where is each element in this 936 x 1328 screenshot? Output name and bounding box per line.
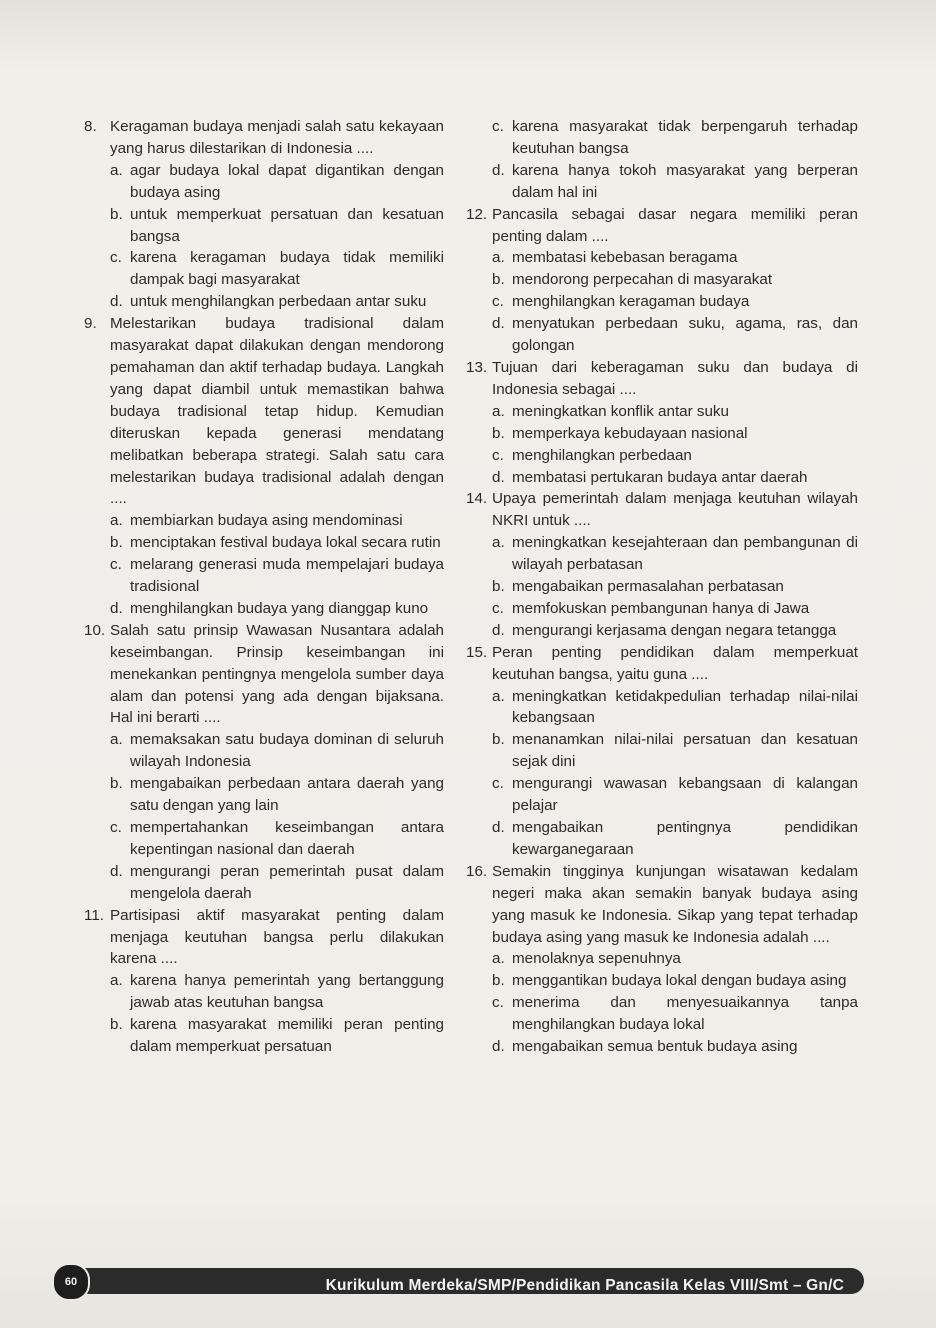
answer-option [466,467,858,489]
answer-option [84,817,444,861]
option-letter: b. [492,578,505,596]
option-letter: b. [492,271,505,289]
question-number: 9. [84,315,97,333]
answer-option [466,773,858,817]
option-text: melarang generasi muda mempelajari budaya tradisional [130,556,444,596]
answer-option [466,948,858,970]
question-10 [84,620,444,905]
question-text: Semakin tingginya kunjungan wisatawan kedalam negeri maka akan semakin banyak budaya asing yang masuk ke Indonesia. Sikap yang tepat terhadap budaya asing yang masuk ke Indonesia adalah .... [492,862,858,946]
option-letter: d. [492,468,505,486]
option-text: menanamkan nilai-nilai persatuan dan kesatuan sejak dini [512,731,858,771]
answer-option [84,204,444,248]
question-11 [84,905,444,1058]
answer-option [84,773,444,817]
footer-bar [62,1268,864,1294]
question-number: 15. [466,643,488,661]
option-text: karena hanya pemerintah yang bertanggung jawab atas keutuhan bangsa [130,972,444,1012]
option-text: memperkaya kebudayaan nasional [512,424,748,442]
answer-option [466,269,858,291]
question-stem [84,116,444,160]
option-text: mengurangi wawasan kebangsaan di kalangan pelajar [512,775,858,815]
answer-option [84,510,444,532]
option-letter: c. [492,118,504,135]
question-stem [84,620,444,730]
answer-option [466,598,858,620]
option-text: membatasi pertukaran budaya antar daerah [512,468,808,486]
option-letter: c. [110,819,122,836]
question-text: Upaya pemerintah dalam menjaga keutuhan wilayah NKRI untuk .... [492,490,858,530]
option-letter: a. [492,249,505,267]
question-13 [466,357,858,488]
answer-option [84,970,444,1014]
option-text: menyatukan perbedaan suku, agama, ras, dan golongan [512,315,858,355]
option-letter: b. [492,972,505,990]
question-text: Salah satu prinsip Wawasan Nusantara adalah keseimbangan. Prinsip keseimbangan ini menekankan pentingnya mengelola sumber daya alam dan potensi yang ada dengan bijaksana. Hal ini berarti .... [110,621,444,727]
option-text: menggantikan budaya lokal dengan budaya asing [512,972,847,990]
option-text: meningkatkan kesejahteraan dan pembangunan di wilayah perbatasan [512,534,858,574]
question-14 [466,488,858,641]
option-letter: a. [492,950,505,968]
question-8 [84,116,444,313]
answer-option [84,247,444,291]
option-text: mengabaikan pentingnya pendidikan kewarganegaraan [512,819,858,858]
answer-option [466,532,858,576]
option-letter: b. [110,775,123,793]
option-text: mengabaikan semua bentuk budaya asing [512,1038,798,1056]
question-stem [466,642,858,686]
answer-option [466,445,858,467]
question-stem [466,488,858,532]
option-text: untuk menghilangkan perbedaan antar suku [130,293,427,311]
option-letter: d. [110,293,123,311]
option-text: memaksakan satu budaya dominan di seluruh wilayah Indonesia [130,731,444,771]
option-letter: c. [110,249,122,267]
option-letter: c. [492,446,504,464]
question-text: Pancasila sebagai dasar negara memiliki peran penting dalam .... [492,205,858,245]
answer-option [84,532,444,554]
question-continued [466,116,858,204]
option-text: meningkatkan konflik antar suku [512,402,729,420]
option-text: agar budaya lokal dapat digantikan dengan budaya asing [130,161,444,201]
answer-option [466,423,858,445]
answer-option [466,247,858,269]
answer-option [466,817,858,861]
answer-option [466,313,858,357]
answer-option [84,1014,444,1058]
option-letter: d. [492,819,505,836]
option-letter: b. [110,1016,123,1034]
option-text: membatasi kebebasan beragama [512,249,738,267]
option-letter: c. [492,775,504,793]
option-letter: b. [492,424,505,442]
option-text: untuk memperkuat persatuan dan kesatuan bangsa [130,205,444,245]
question-stem [84,313,444,510]
question-text: Tujuan dari keberagaman suku dan budaya di Indonesia sebagai .... [492,358,858,398]
question-text: Peran penting pendidikan dalam memperkuat keutuhan bangsa, yaitu guna .... [492,643,858,683]
option-letter: c. [492,293,504,311]
option-letter: b. [110,205,123,223]
option-letter: c. [110,556,122,574]
answer-option [84,729,444,773]
question-stem [466,357,858,401]
answer-option [466,686,858,730]
option-text: menghilangkan budaya yang dianggap kuno [130,599,429,617]
option-text: mendorong perpecahan di masyarakat [512,271,773,289]
option-letter: a. [492,402,505,420]
answer-option [84,861,444,905]
option-letter: d. [110,862,123,880]
option-text: karena keragaman budaya tidak memiliki dampak bagi masyarakat [130,249,444,289]
left-column [84,116,444,1058]
option-text: mengabaikan perbedaan antara daerah yang satu dengan yang lain [130,775,444,815]
question-stem [466,204,858,248]
option-text: mengabaikan permasalahan perbatasan [512,578,784,596]
answer-option [466,116,858,160]
option-text: menerima dan menyesuaikannya tanpa menghilangkan budaya lokal [512,994,858,1034]
question-16 [466,861,858,1058]
answer-option [466,291,858,313]
question-text: Partisipasi aktif masyarakat penting dalam menjaga keutuhan bangsa perlu dilakukan karena .... [110,906,444,968]
option-letter: b. [110,534,123,552]
option-letter: d. [492,1038,505,1056]
right-column [466,116,858,1058]
question-number: 14. [466,490,488,508]
answer-option [466,160,858,204]
option-letter: d. [492,161,505,179]
question-text: Melestarikan budaya tradisional dalam masyarakat dapat dilakukan dengan mendorong pemahaman dan aktif terhadap budaya. Langkah yang dapat diambil untuk memastikan bahwa budaya tradisional tetap hidup. Kemudian diteruskan kepada generasi mendatang melibatkan beberapa strategi. Salah satu cara melestarikan budaya tradisional adalah dengan .... [110,315,444,508]
option-text: karena masyarakat tidak berpengaruh terhadap keutuhan bangsa [512,118,858,157]
option-letter: d. [492,315,505,333]
option-text: menghilangkan perbedaan [512,446,692,464]
answer-option [84,554,444,598]
question-number: 16. [466,862,488,880]
question-15 [466,642,858,861]
answer-option [466,970,858,992]
footer-title: Kurikulum Merdeka/SMP/Pendidikan Pancasila Kelas VIII/Smt – Gn/C [325,1277,844,1294]
question-text: Keragaman budaya menjadi salah satu kekayaan yang harus dilestarikan di Indonesia .... [110,118,444,157]
option-text: mengurangi peran pemerintah pusat dalam mengelola daerah [130,862,444,902]
question-12 [466,204,858,357]
question-number: 11. [84,906,104,924]
option-text: menciptakan festival budaya lokal secara rutin [130,534,441,552]
answer-option [466,992,858,1036]
question-stem [84,905,444,971]
question-9 [84,313,444,620]
question-stem [466,861,858,949]
option-letter: a. [110,512,123,530]
option-text: menghilangkan keragaman budaya [512,293,750,311]
option-letter: a. [492,687,505,705]
answer-option [466,1036,858,1058]
page-number: 60 [52,1263,90,1301]
option-letter: c. [492,994,504,1012]
page-footer [52,1263,864,1295]
option-text: mengurangi kerjasama dengan negara tetangga [512,621,837,639]
option-letter: b. [492,731,505,749]
answer-option [84,291,444,313]
question-number: 13. [466,358,488,376]
option-text: karena masyarakat memiliki peran penting dalam memperkuat persatuan [130,1016,444,1056]
answer-option [466,620,858,642]
option-text: memfokuskan pembangunan hanya di Jawa [512,599,810,617]
option-letter: c. [492,599,504,617]
option-letter: d. [492,621,505,639]
option-text: mempertahankan keseimbangan antara kepentingan nasional dan daerah [130,819,444,858]
answer-option [466,401,858,423]
answer-option [466,729,858,773]
option-letter: a. [492,534,505,552]
option-letter: a. [110,731,123,749]
answer-option [84,160,444,204]
option-text: membiarkan budaya asing mendominasi [130,512,403,530]
option-letter: a. [110,972,123,990]
option-text: karena hanya tokoh masyarakat yang berperan dalam hal ini [512,161,858,201]
question-number: 12. [466,205,488,223]
option-text: menolaknya sepenuhnya [512,950,681,968]
option-letter: a. [110,161,123,179]
answer-option [84,598,444,620]
question-number: 10. [84,621,106,639]
question-number: 8. [84,118,97,135]
option-text: meningkatkan ketidakpedulian terhadap nilai-nilai kebangsaan [512,687,858,727]
answer-option [466,576,858,598]
option-letter: d. [110,599,123,617]
